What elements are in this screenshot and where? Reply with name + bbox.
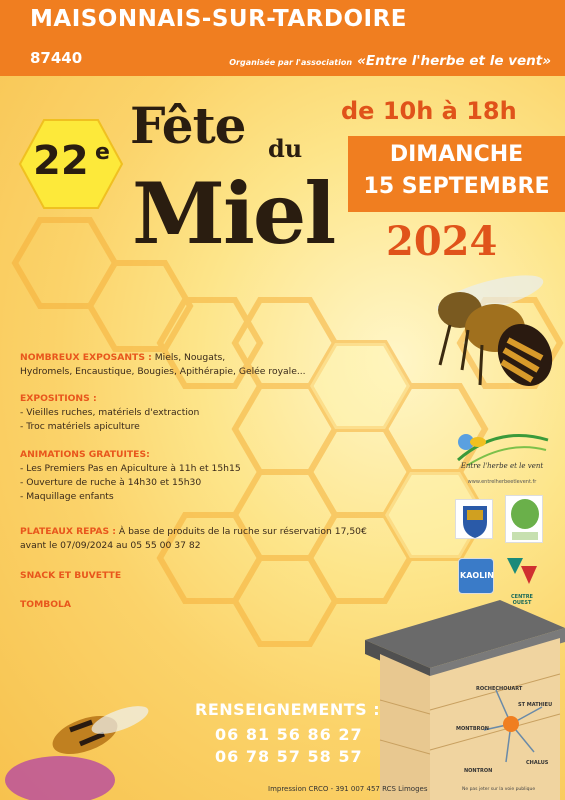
contact-phone-1: 06 81 56 86 27 [215, 725, 363, 744]
repas-section [20, 525, 367, 553]
event-day: DIMANCHE [389, 142, 524, 167]
title-du: du [268, 134, 303, 163]
snack-line: SNACK ET BUVETTE [20, 570, 122, 581]
kaolin-text: KAOLIN [460, 571, 494, 580]
title-miel: Miel [132, 164, 335, 263]
animations-heading: ANIMATIONS GRATUITES: [20, 449, 150, 460]
contact-title: RENSEIGNEMENTS : [195, 700, 381, 719]
association-url: www.entrelherbeetlevent.fr [467, 479, 537, 485]
repas-text-2: avant le 07/09/2024 au 05 55 00 37 82 [20, 540, 201, 551]
organiser-line [229, 50, 551, 69]
town-name: MAISONNAIS-SUR-TARDOIRE [30, 6, 407, 32]
event-hours: de 10h à 18h [341, 97, 517, 125]
printer-credit: Impression CRCO - 391 007 457 RCS Limoges [268, 785, 428, 793]
contact-phone-2: 06 78 57 58 57 [215, 747, 363, 766]
animations-item: - Maquillage enfants [20, 491, 114, 502]
expositions-item: - Vieilles ruches, matériels d'extraction [20, 407, 200, 418]
town-crest-logo [455, 499, 493, 539]
organiser-name: «Entre l'herbe et le vent» [357, 53, 551, 69]
expositions-section [20, 392, 199, 434]
postcode: 87440 [30, 49, 83, 67]
map-place: MONTBRON [456, 726, 489, 732]
expositions-heading: EXPOSITIONS : [20, 393, 97, 404]
expositions-item: - Troc matériels apiculture [20, 421, 140, 432]
kaolin-logo [458, 558, 494, 594]
ca-icon [501, 554, 543, 590]
bee-illustration [420, 270, 560, 400]
exposants-section [20, 351, 306, 379]
exposants-text-1: Miels, Nougats, [154, 352, 226, 363]
exposants-text-2: Hydromels, Encaustique, Bougies, Apithérapie, Gelée royale... [20, 366, 306, 377]
title-fete: Fête [130, 96, 246, 155]
map-place: ST MATHIEU [518, 702, 553, 708]
organiser-prefix: Organisée par l'association [229, 58, 353, 67]
map-place: CHALUS [526, 760, 549, 766]
regional-park-logo [505, 495, 543, 543]
litter-notice: Ne pas jeter sur la voie publique [462, 787, 536, 792]
event-year: 2024 [386, 218, 498, 265]
header-banner [0, 0, 565, 76]
repas-text-1: À base de produits de la ruche sur réservation 17,50€ [118, 526, 367, 537]
ca-label: CENTRE OUEST [511, 594, 533, 606]
animations-section [20, 448, 241, 504]
date-box [348, 136, 565, 212]
repas-heading: PLATEAUX REPAS : [20, 526, 116, 537]
map-place: ROCHECHOUART [476, 686, 523, 692]
animations-item: - Les Premiers Pas en Apiculture à 11h et 15h15 [20, 463, 241, 474]
tombola-line: TOMBOLA [20, 599, 71, 610]
edition-number: 22 [33, 138, 89, 184]
edition-suffix: e [95, 140, 110, 165]
crest-icon [456, 500, 494, 540]
event-date: 15 SEPTEMBRE [363, 174, 550, 199]
location-map [456, 682, 565, 782]
exposants-heading: NOMBREUX EXPOSANTS : [20, 352, 152, 363]
association-name: Entre l'herbe et le vent [460, 462, 544, 470]
park-icon [506, 496, 544, 544]
bee-on-flower-photo [0, 680, 170, 800]
map-place: NONTRON [464, 768, 493, 774]
animations-item: - Ouverture de ruche à 14h30 et 15h30 [20, 477, 202, 488]
